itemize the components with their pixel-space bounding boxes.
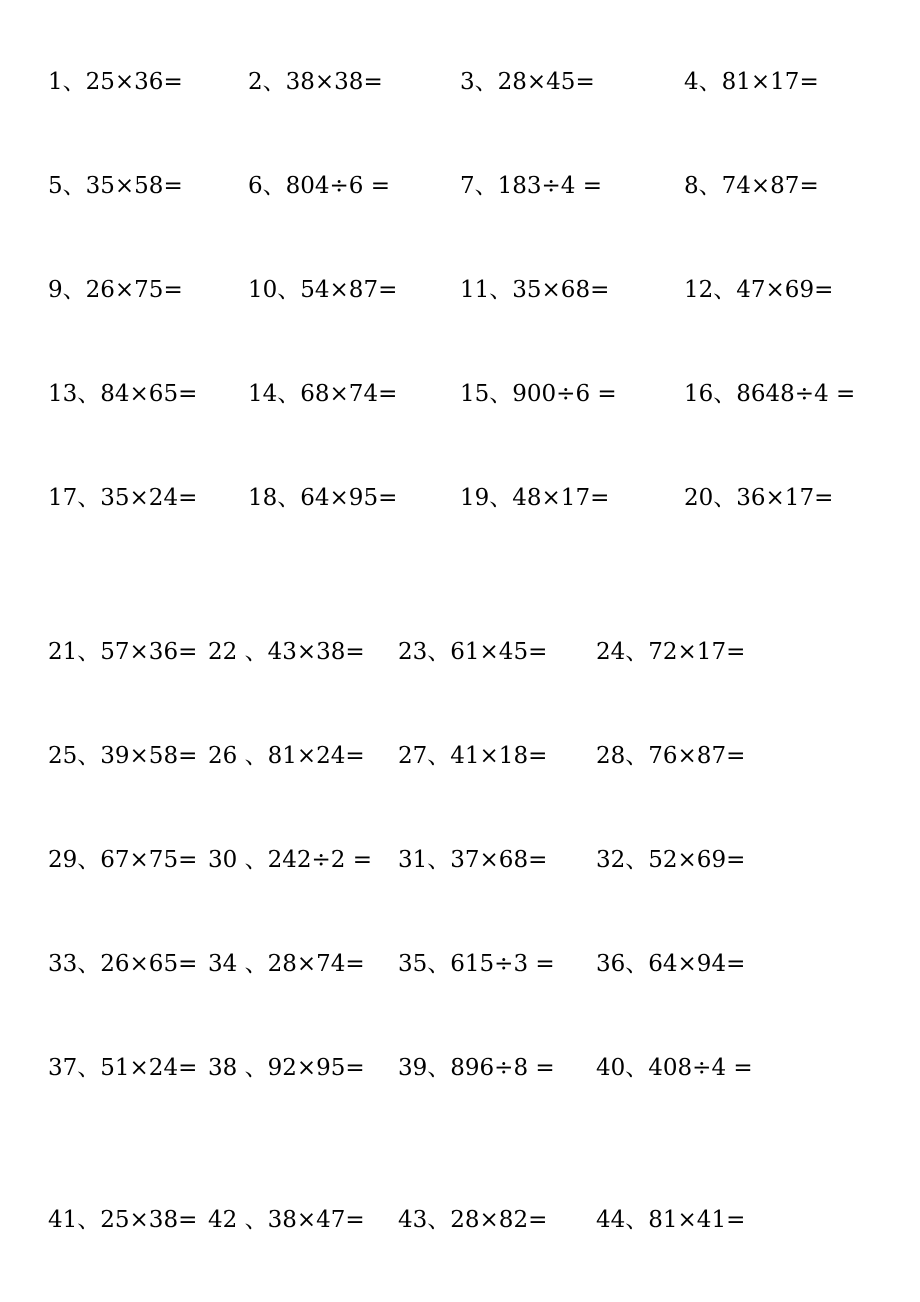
problem-item: 42 、38×47= <box>208 1207 365 1233</box>
problem-item: 4、81×17= <box>684 69 819 95</box>
problem-item: 15、900÷6 = <box>460 381 617 407</box>
problem-item: 23、61×45= <box>398 639 548 665</box>
problem-row <box>0 482 920 514</box>
problem-item: 26 、81×24= <box>208 743 365 769</box>
problem-item: 34 、28×74= <box>208 951 365 977</box>
problem-item: 31、37×68= <box>398 847 548 873</box>
problem-row <box>0 740 920 772</box>
problem-item: 6、804÷6 = <box>248 173 391 199</box>
problem-item: 32、52×69= <box>596 847 746 873</box>
problem-item: 8、74×87= <box>684 173 819 199</box>
problem-item: 33、26×65= <box>48 951 198 977</box>
problem-row <box>0 66 920 98</box>
problem-item: 25、39×58= <box>48 743 198 769</box>
problem-row <box>0 948 920 980</box>
problem-item: 1、25×36= <box>48 69 183 95</box>
problem-item: 19、48×17= <box>460 485 610 511</box>
problem-item: 41、25×38= <box>48 1207 198 1233</box>
problem-item: 7、183÷4 = <box>460 173 603 199</box>
problem-item: 44、81×41= <box>596 1207 746 1233</box>
problem-item: 10、54×87= <box>248 277 398 303</box>
problem-row <box>0 170 920 202</box>
problem-item: 20、36×17= <box>684 485 834 511</box>
problem-item: 39、896÷8 = <box>398 1055 555 1081</box>
problem-item: 30 、242÷2 = <box>208 847 372 873</box>
problem-item: 13、84×65= <box>48 381 198 407</box>
problem-item: 35、615÷3 = <box>398 951 555 977</box>
problem-row <box>0 1204 920 1236</box>
problem-item: 21、57×36= <box>48 639 198 665</box>
problem-row <box>0 844 920 876</box>
problem-item: 37、51×24= <box>48 1055 198 1081</box>
problem-item: 28、76×87= <box>596 743 746 769</box>
problem-item: 3、28×45= <box>460 69 595 95</box>
problem-item: 12、47×69= <box>684 277 834 303</box>
problem-item: 36、64×94= <box>596 951 746 977</box>
problem-item: 17、35×24= <box>48 485 198 511</box>
problem-item: 38 、92×95= <box>208 1055 365 1081</box>
problem-item: 24、72×17= <box>596 639 746 665</box>
problem-item: 22 、43×38= <box>208 639 365 665</box>
problem-item: 18、64×95= <box>248 485 398 511</box>
problem-item: 14、68×74= <box>248 381 398 407</box>
problem-item: 5、35×58= <box>48 173 183 199</box>
problem-item: 43、28×82= <box>398 1207 548 1233</box>
problem-row <box>0 636 920 668</box>
problem-row <box>0 378 920 410</box>
problem-item: 2、38×38= <box>248 69 383 95</box>
problem-row <box>0 1052 920 1084</box>
problem-item: 11、35×68= <box>460 277 610 303</box>
problem-item: 27、41×18= <box>398 743 548 769</box>
problem-row <box>0 274 920 306</box>
problem-item: 40、408÷4 = <box>596 1055 753 1081</box>
problem-item: 16、8648÷4 = <box>684 381 856 407</box>
problem-item: 29、67×75= <box>48 847 198 873</box>
problem-item: 9、26×75= <box>48 277 183 303</box>
